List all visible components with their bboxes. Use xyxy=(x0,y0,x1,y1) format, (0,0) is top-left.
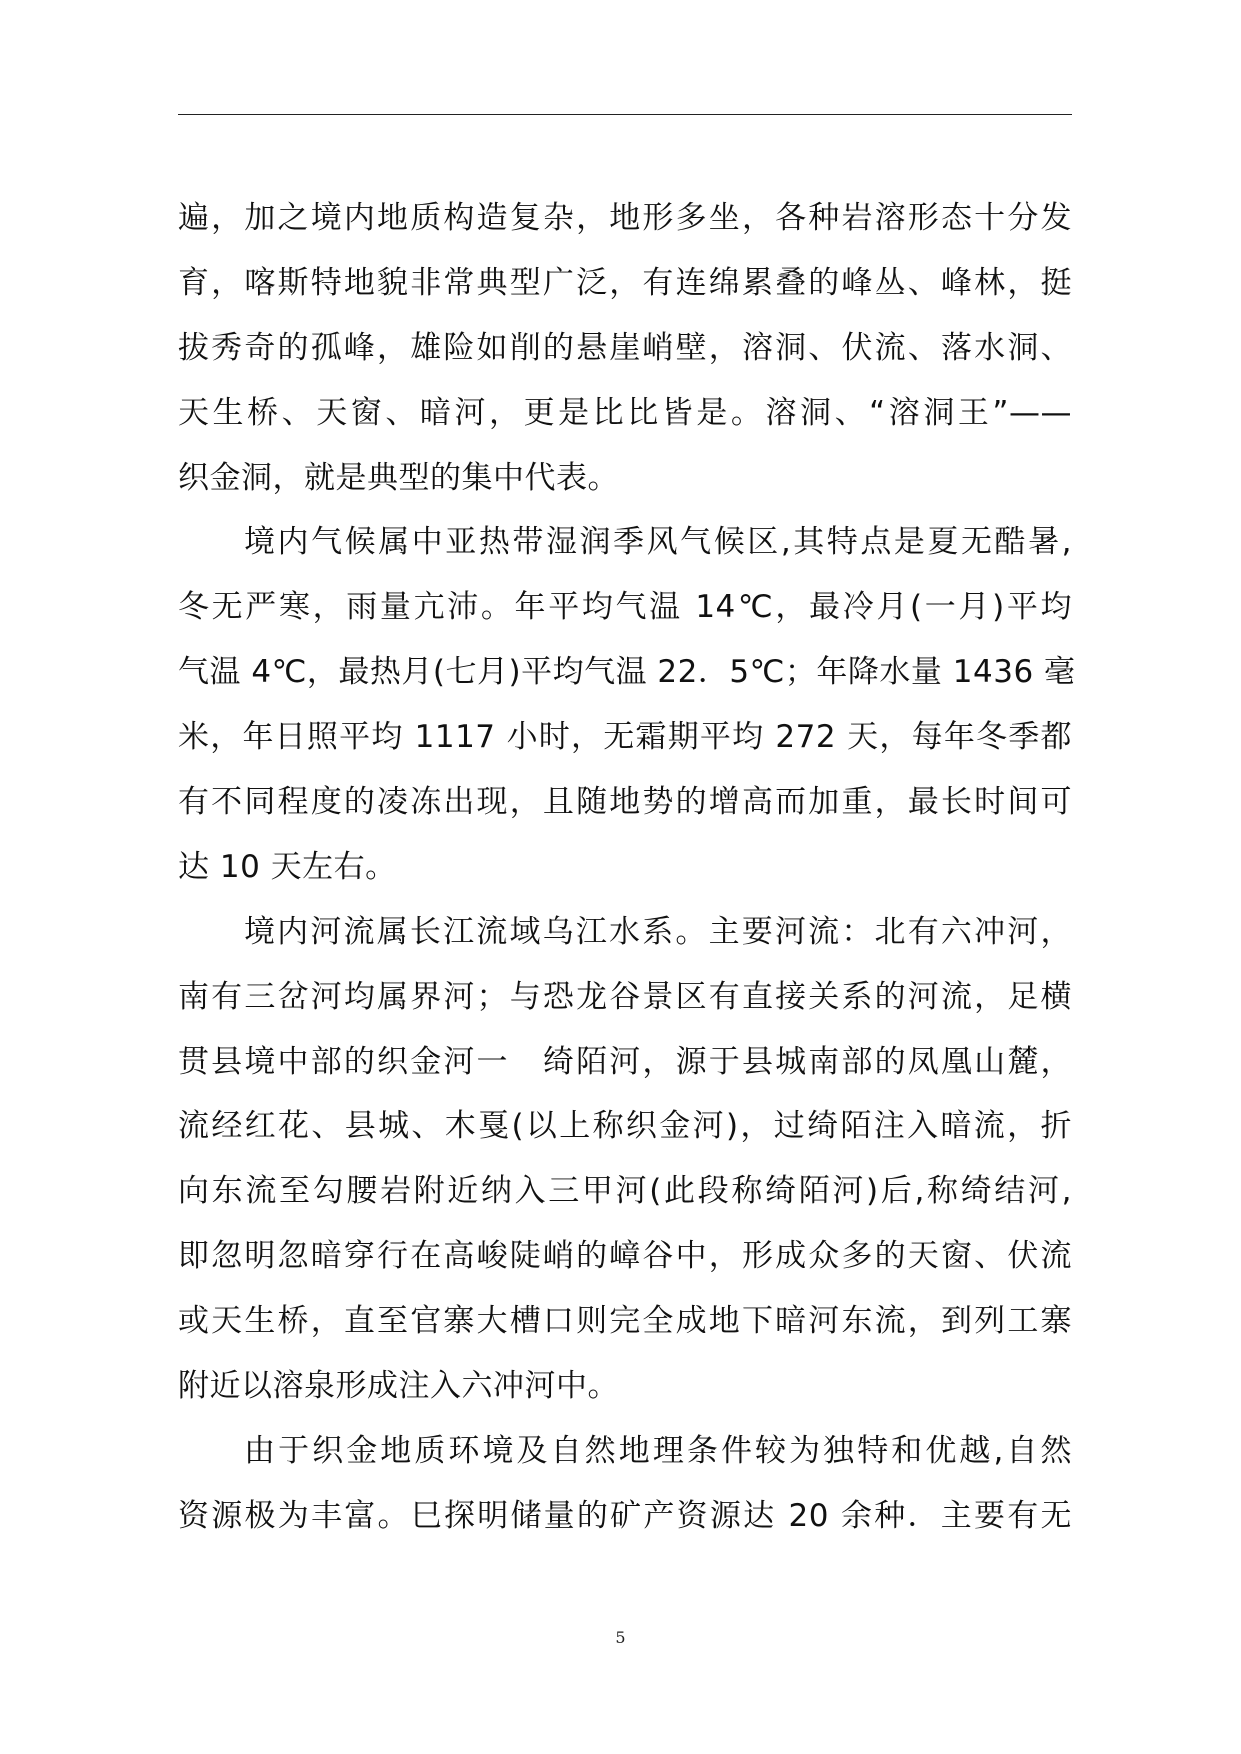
page-number: 5 xyxy=(615,1628,626,1647)
text-line: 即忽明忽暗穿行在高峻陡峭的嶂谷中，形成众多的天窗、伏流 xyxy=(178,1238,1072,1275)
body-text xyxy=(178,186,1076,1549)
text-line: 流经红花、县城、木戛(以上称织金河)，过绮陌注入暗流，折 xyxy=(178,1108,1072,1145)
text-line: 米，年日照平均 1117 小时，无霜期平均 272 天，每年冬季都 xyxy=(178,719,1072,756)
text-line: 有不同程度的凌冻出现，且随地势的增高而加重，最长时间可 xyxy=(178,784,1072,821)
text-line: 气温 4℃，最热月(七月)平均气温 22．5℃；年降水量 1436 毫 xyxy=(178,654,1076,691)
text-line: 冬无严寒，雨量亢沛。年平均气温 14℃，最冷月(一月)平均 xyxy=(178,589,1072,626)
text-line: 南有三岔河均属界河；与恐龙谷景区有直接关系的河流，足横 xyxy=(178,978,1072,1015)
text-line: 由于织金地质环境及自然地理条件较为独特和优越,自然 xyxy=(244,1432,1072,1469)
text-line: 贯县境中部的织金河一 绮陌河，源于县城南部的凤凰山麓， xyxy=(178,1043,1072,1080)
text-line: 拔秀奇的孤峰，雄险如削的悬崖峭壁，溶洞、伏流、落水洞、 xyxy=(178,329,1072,366)
text-line: 境内气候属中亚热带湿润季风气候区,其特点是夏无酷暑, xyxy=(244,524,1072,561)
text-line: 遍，加之境内地质构造复杂，地形多坐，各种岩溶形态十分发 xyxy=(178,200,1072,236)
text-line: 或天生桥，直至官寨大槽口则完全成地下暗河东流，到列工寨 xyxy=(178,1303,1072,1340)
text-line: 向东流至勾腰岩附近纳入三甲河(此段称绮陌河)后,称绮结河, xyxy=(178,1173,1072,1210)
text-line: 境内河流属长江流域乌江水系。主要河流：北有六冲河， xyxy=(244,913,1072,950)
text-line: 资源极为丰富。巳探明储量的矿产资源达 20 余种．主要有无 xyxy=(178,1497,1072,1534)
text-line: 附近以溶泉形成注入六冲河中。 xyxy=(178,1368,619,1405)
text-line: 织金洞，就是典型的集中代表。 xyxy=(178,459,619,496)
text-line: 达 10 天左右。 xyxy=(178,848,397,885)
text-line: 育，喀斯特地貌非常典型广泛，有连绵累叠的峰丛、峰林，挺 xyxy=(178,264,1072,301)
text-line: 天生桥、天窗、暗河，更是比比皆是。溶洞、“溶洞王”—— xyxy=(178,394,1072,431)
header-rule xyxy=(178,114,1072,115)
